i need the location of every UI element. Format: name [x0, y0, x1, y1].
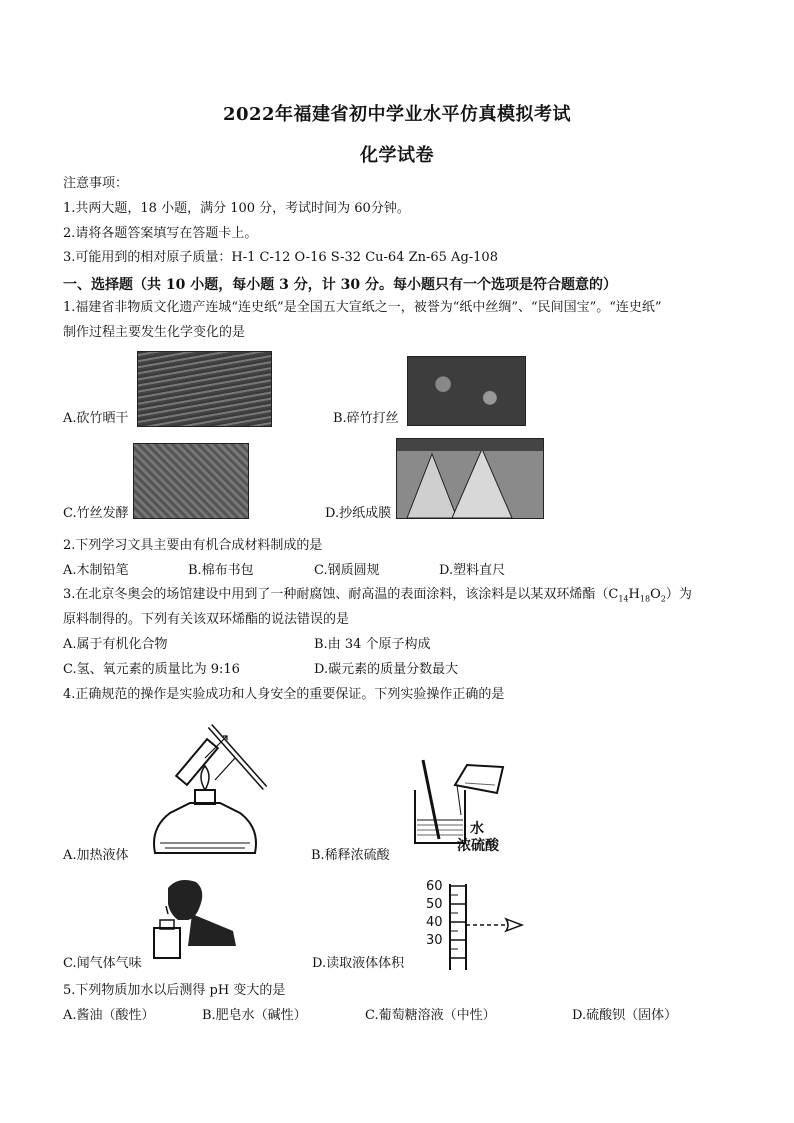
q1-stem-line1: 1.福建省非物质文化遗产连城“连史纸”是全国五大宣纸之一，被誉为“纸中丝绸”、“民间国宝”。“连史纸” — [63, 300, 662, 315]
notes-heading: 注意事项： — [63, 176, 129, 191]
q1-photo-c — [133, 443, 249, 519]
eye-sightline-illustration — [466, 915, 526, 935]
cylinder-tick-60: 60 — [426, 879, 443, 894]
paper-sheets-illustration — [397, 439, 543, 518]
q1-option-c: C.竹丝发酵 — [63, 506, 129, 521]
q4-option-c: C.闻气体气味 — [63, 956, 142, 971]
q5-option-a: A.酱油（酸性） — [63, 1008, 155, 1023]
q3-option-c: C.氢、氧元素的质量比为 9:16 — [63, 662, 240, 677]
section-heading: 一、选择题（共 10 小题，每小题 3 分，计 30 分。每小题只有一个选项是符合题意的） — [63, 277, 617, 293]
q5-stem: 5.下列物质加水以后测得 pH 变大的是 — [63, 983, 286, 998]
water-label: 水 — [470, 821, 484, 837]
q2-option-b: B.棉布书包 — [188, 563, 254, 578]
q4-option-a: A.加热液体 — [63, 848, 129, 863]
exam-subtitle: 化学试卷 — [360, 145, 434, 166]
q1-option-b: B.碎竹打丝 — [333, 411, 399, 426]
note-item-3: 3.可能用到的相对原子质量：H-1 C-12 O-16 S-32 Cu-64 Zn-65 Ag-108 — [63, 250, 498, 265]
q3-option-b: B.由 34 个原子构成 — [314, 637, 431, 652]
q2-option-a: A.木制铅笔 — [63, 563, 129, 578]
q3-option-a: A.属于有机化合物 — [63, 637, 168, 652]
note-item-1: 1.共两大题，18 小题，满分 100 分，考试时间为 60分钟。 — [63, 201, 410, 216]
q2-stem: 2.下列学习文具主要由有机合成材料制成的是 — [63, 538, 323, 553]
q2-option-d: D.塑料直尺 — [439, 563, 506, 578]
cylinder-tick-40: 40 — [426, 915, 443, 930]
q4-stem: 4.正确规范的操作是实验成功和人身安全的重要保证。下列实验操作正确的是 — [63, 687, 505, 702]
q5-option-b: B.肥皂水（碱性） — [202, 1008, 307, 1023]
q3-option-d: D.碳元素的质量分数最大 — [314, 662, 459, 677]
conc-acid-label: 浓硫酸 — [457, 838, 499, 854]
q5-option-c: C.葡萄糖溶液（中性） — [365, 1008, 496, 1023]
smell-gas-illustration — [148, 876, 240, 961]
exam-title: 2022年福建省初中学业水平仿真模拟考试 — [222, 104, 572, 125]
q1-option-d: D.抄纸成膜 — [325, 506, 392, 521]
q3-stem-line2: 原料制得的。下列有关该双环烯酯的说法错误的是 — [63, 612, 350, 627]
q4-option-b: B.稀释浓硫酸 — [311, 848, 390, 863]
q1-option-a: A.砍竹晒干 — [63, 411, 129, 426]
q1-stem-line2: 制作过程主要发生化学变化的是 — [63, 325, 246, 340]
note-item-2: 2.请将各题答案填写在答题卡上。 — [63, 226, 258, 241]
q3-stem-line1: 3.在北京冬奥会的场馆建设中用到了一种耐腐蚀、耐高温的表面涂料，该涂料是以某双环烯酯$(C_{14}H_{18}O_2)$为 — [63, 587, 692, 604]
q2-option-c: C.钢质圆规 — [314, 563, 380, 578]
cylinder-tick-30: 30 — [426, 933, 443, 948]
cylinder-tick-50: 50 — [426, 897, 443, 912]
q5-option-d: D.硫酸钡（固体） — [572, 1008, 678, 1023]
heating-liquid-illustration — [135, 718, 275, 863]
q1-photo-d — [396, 438, 544, 519]
q1-photo-b — [407, 356, 526, 426]
q1-photo-a — [137, 351, 272, 427]
q4-option-d: D.读取液体体积 — [312, 956, 405, 971]
graduated-cylinder — [420, 879, 470, 972]
